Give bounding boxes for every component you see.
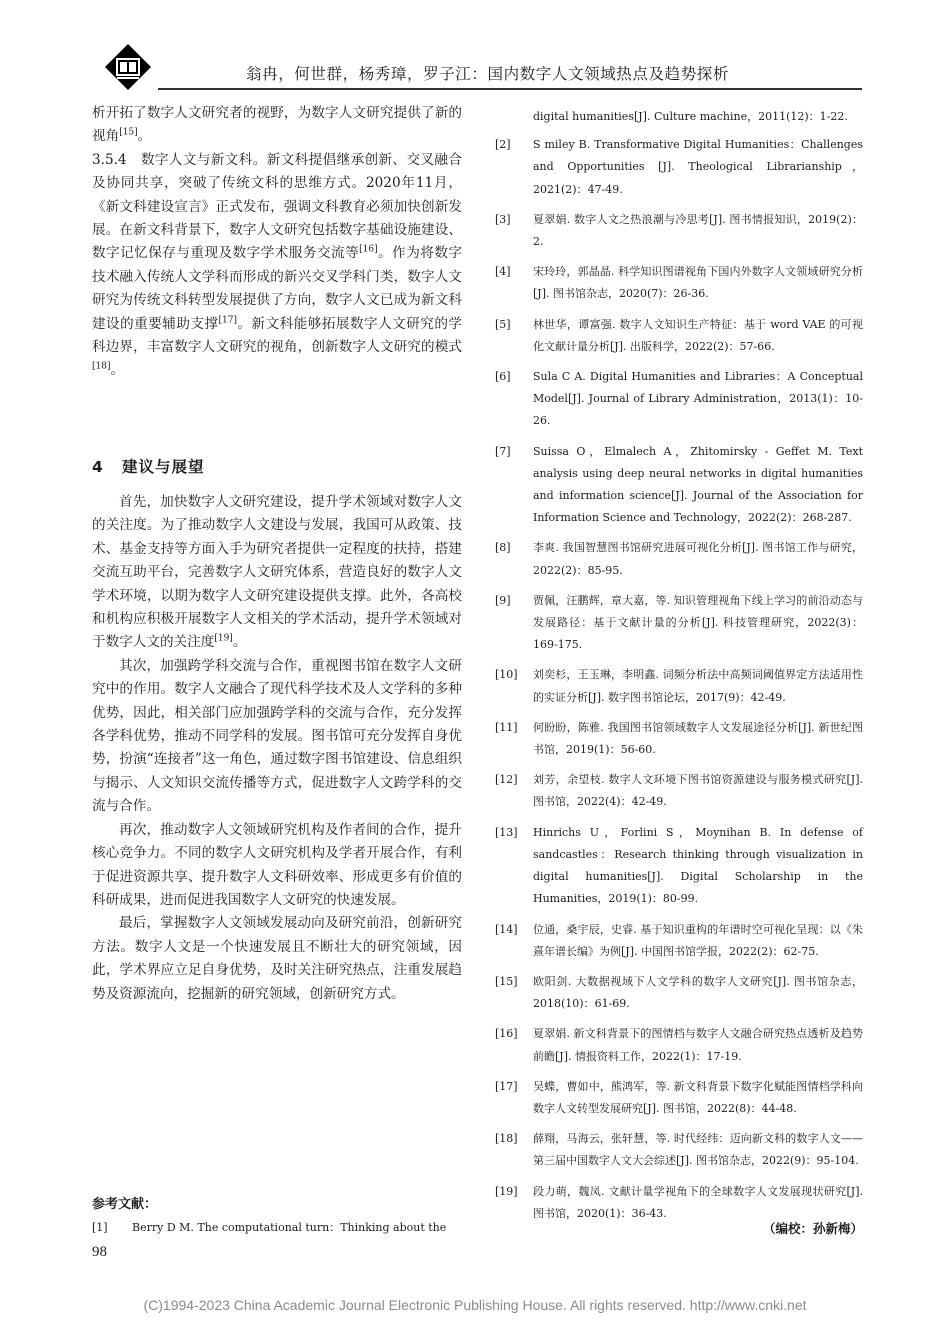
reference-item (495, 1023, 863, 1067)
reference-text: 吴蝶，曹如中，熊鸿军，等. 新文科背景下数字化赋能图情档学科向数字人文转型发展研究[J]. 图书馆，2022(8)：44-48. (533, 1079, 863, 1115)
reference-item (495, 717, 863, 761)
reference-text: 夏翠娟. 数字人文之热浪潮与冷思考[J]. 图书情报知识，2019(2)：2. (533, 212, 863, 249)
suggestion-paragraph-3: 再次，推动数字人文领域研究机构及作者间的合作，提升核心竞争力。不同的数字人文研究机构及学者开展合作，有利于促进资源共享、提升数字人文科研效率、形成更多有价值的科研成果，进而促进我国数字人文研究的快速发展。 (92, 821, 462, 908)
reference-item (495, 261, 863, 305)
reference-text: 宋玲玲，郭晶晶. 科学知识图谱视角下国内外数字人文领域研究分析[J]. 图书馆杂志，2020(7)：26-36. (533, 265, 863, 301)
reference-number: [2] (495, 138, 511, 152)
reference-number: [14] (495, 922, 518, 936)
intro-paragraph: 析开拓了数字人文研究者的视野，为数字人文研究提供了新的视角[15]。 (92, 105, 462, 145)
section-number: 4 (92, 458, 104, 476)
reference-item (495, 822, 863, 911)
reference-number: [7] (495, 444, 511, 458)
reference-number: [9] (495, 593, 511, 607)
reference-item (495, 664, 863, 708)
reference-number: [1] (92, 1221, 108, 1234)
reference-item (495, 366, 863, 433)
journal-logo-icon (103, 42, 153, 92)
reference-item (495, 537, 863, 581)
left-column (92, 102, 462, 383)
reference-text: Sula C A. Digital Humanities and Libraries：A Conceptual Model[J]. Journal of Library Administration，2013(1)：10-26. (533, 370, 863, 428)
reference-number: [19] (495, 1184, 518, 1198)
reference-number: [12] (495, 773, 518, 787)
reference-text: Hinrichs U，Forlini S，Moynihan B. In defense of sandcastles：Research thinking through visualization in digital humanities[J]. Digital Scholarship in the Humanities，2019(1)：80-99. (533, 825, 863, 906)
reference-text: 位通，桑宇辰，史睿. 基于知识重构的年谱时空可视化呈现：以《朱熹年谱长编》为例[J]. 中国图书馆学报，2022(2)：62-75. (533, 922, 863, 958)
reference-number: [18] (495, 1132, 518, 1146)
reference-item (495, 1128, 863, 1172)
editor-note: （编校：孙新梅） (762, 1221, 863, 1236)
reference-number: [15] (495, 974, 518, 988)
reference-text: Berry D M. The computational turn：Thinking about the (132, 1221, 447, 1234)
page-number: 98 (92, 1244, 107, 1260)
section-heading (92, 455, 462, 477)
copyright-footer: (C)1994-2023 China Academic Journal Electronic Publishing House. All rights reserved. http://www.cnki.net (143, 1297, 807, 1313)
citation[interactable]: [17] (218, 315, 238, 326)
reference-text: 夏翠娟. 新文科背景下的图情档与数字人文融合研究热点透析及趋势前瞻[J]. 情报资料工作，2022(1)：17-19. (533, 1027, 863, 1063)
reference-text: 贾佩，汪鹏辉，章大嘉，等. 知识管理视角下线上学习的前沿动态与发展路径：基于文献计量的分析[J]. 科技管理研究，2022(3)：169-175. (533, 593, 863, 652)
reference-item (495, 919, 863, 963)
reference-item (495, 134, 863, 201)
citation[interactable]: [15] (119, 127, 138, 138)
reference-number: [17] (495, 1079, 518, 1093)
suggestion-paragraph-4: 最后，掌握数字人文领域发展动向及研究前沿，创新研究方法。数字人文是一个快速发展且不断壮大的研究领域，因此，学术界应立足自身优势，及时关注研究热点，注重发展趋势及资源流向，挖掘新的研究领域，创新研究方式。 (92, 915, 462, 1002)
reference-text: 林世华，谭富强. 数字人文知识生产特征：基于 word VAE 的可视化文献计量分析[J]. 出版科学，2022(2)：57-66. (533, 317, 863, 353)
reference-number: [16] (495, 1027, 518, 1041)
section-title: 建议与展望 (122, 458, 205, 476)
reference-number: [8] (495, 541, 511, 555)
references-column (495, 106, 863, 1233)
reference-item (92, 1219, 462, 1237)
suggestion-paragraph-1: 首先，加快数字人文研究建设，提升学术领域对数字人文的关注度。为了推动数字人文建设与发展，我国可从政策、技术、基金支持等方面入手为研究者提供一定程度的扶持，搭建交流互助平台，完善数字人文研究体系，营造良好的数字人文学术环境，以期为数字人文研究建设提供支撑。此外，各高校和机构应积极开展数字人文相关的学术活动，提升学术领域对于数字人文的关注度[19]。 (92, 494, 462, 651)
reference-list (495, 134, 863, 1225)
reference-text: 段力萌，魏凤. 文献计量学视角下的全球数字人文发展现状研究[J]. 图书馆，2020(1)：36-43. (533, 1184, 863, 1220)
reference-item (495, 209, 863, 253)
reference-text: S miley B. Transformative Digital Humanities：Challenges and Opportunities [J]. Theological Librarianship，2021(2)：47-49. (533, 138, 863, 196)
suggestions-block (92, 491, 462, 1006)
references-heading: 参考文献： (92, 1197, 158, 1212)
reference-text: 薛翔，马海云，张轩慧，等. 时代经纬：迈向新文科的数字人文——第三届中国数字人文大会综述[J]. 图书馆杂志，2022(9)：95-104. (533, 1132, 863, 1168)
reference-number: [11] (495, 720, 518, 734)
reference-text: Suissa O，Elmalech A，Zhitomirsky - Geffet M. Text analysis using deep neural networks in digital humanities and information science[J]. Journal of the Association for Information Science and Technology，2022(2)：268-287. (533, 444, 863, 525)
reference-number: [3] (495, 212, 511, 226)
reference-number: [13] (495, 825, 518, 839)
section-3-5-4-paragraph: 3.5.4 数字人文与新文科。新文科提倡继承创新、交叉融合及协同共享，突破了传统文科的思维方式。2020年11月，《新文科建设宣言》正式发布，强调文科教育必须加快创新发展。在新文科背景下，数字人文研究包括数字基础设施建设、数字记忆保存与重现及数字学术服务交流等[16]。作为将数字技术融入传统人文学科而形成的新兴交叉学科门类，数字人文研究为传统文科转型发展提供了方向，数字人文已成为新文科建设的重要辅助支撑[17]。新文科能够拓展数字人文研究的学科边界，丰富数字人文研究的视角，创新数字人文研究的模式[18]。 (92, 151, 463, 379)
page-header (0, 0, 950, 96)
reference-number: [5] (495, 317, 511, 331)
citation[interactable]: [19] (214, 633, 233, 644)
reference-text: 刘奕杉，王玉琳，李明鑫. 词频分析法中高频词阈值界定方法适用性的实证分析[J]. 数字图书馆论坛，2017(9)：42-49. (533, 668, 863, 704)
reference-item (495, 314, 863, 358)
running-header-title: 翁冉，何世群，杨秀璋，罗子江：国内数字人文领域热点及趋势探析 (246, 65, 730, 83)
reference-number: [6] (495, 370, 511, 384)
citation[interactable]: [16] (359, 244, 378, 255)
reference-continuation: digital humanities[J]. Culture machine，2011(12)：1-22. (533, 110, 848, 123)
reference-item (495, 1076, 863, 1120)
reference-text: 何盼盼，陈雅. 我国图书馆领域数字人文发展途径分析[J]. 新世纪图书馆，2019(1)：56-60. (533, 720, 863, 757)
reference-text: 欧阳剑. 大数据视域下人文学科的数字人文研究[J]. 图书馆杂志，2018(10)：61-69. (533, 974, 863, 1011)
reference-item (495, 590, 863, 657)
header-rule (158, 88, 862, 90)
suggestion-paragraph-2: 其次，加强跨学科交流与合作，重视图书馆在数字人文研究中的作用。数字人文融合了现代科学技术及人文学科的多种优势，因此，相关部门应加强跨学科的交流与合作，充分发挥各学科优势，推动不同学科的发展。图书馆可充分发挥自身优势，扮演“连接者”这一角色，通过数字图书馆建设、信息组织与揭示、人文知识交流传播等方式，促进数字人文跨学科的交流与合作。 (92, 657, 462, 815)
reference-text: 李爽. 我国智慧图书馆研究进展可视化分析[J]. 图书馆工作与研究，2022(2)：85-95. (533, 541, 863, 577)
citation[interactable]: [18] (92, 361, 111, 372)
reference-item (495, 769, 863, 813)
reference-number: [4] (495, 265, 511, 279)
reference-item (495, 441, 863, 530)
reference-item (495, 971, 863, 1015)
reference-number: [10] (495, 668, 518, 682)
reference-text: 刘芳，余望枝. 数字人文环境下图书馆资源建设与服务模式研究[J]. 图书馆，2022(4)：42-49. (533, 773, 863, 809)
